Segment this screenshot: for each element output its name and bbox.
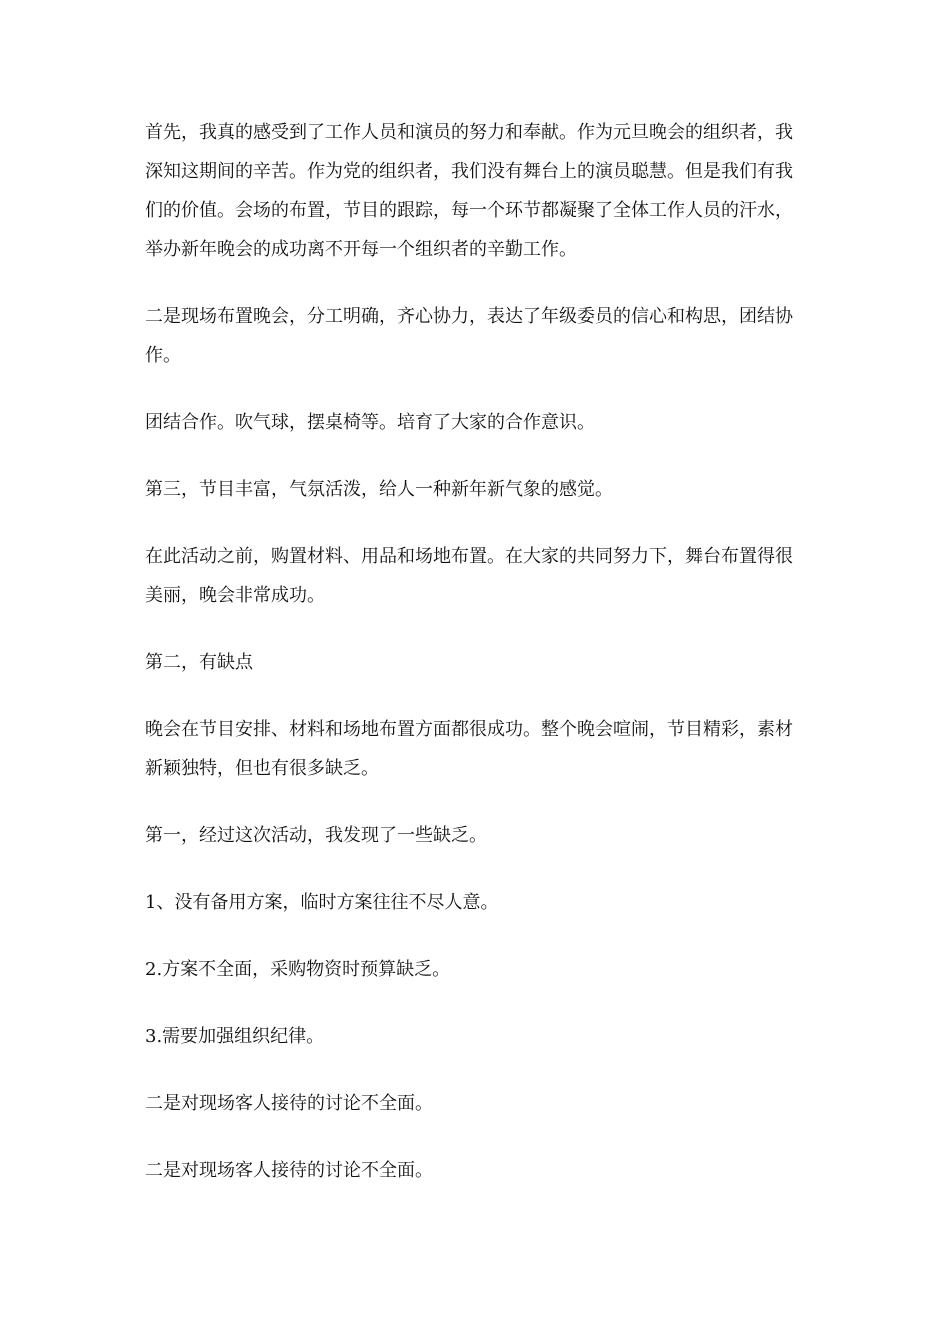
section-heading-shortcomings: 第二，有缺点 bbox=[145, 652, 253, 673]
paragraph-third-point: 第三，节目丰富，气氛活泼，给人一种新年新气象的感觉。 bbox=[145, 479, 613, 500]
list-item-1: 1、没有备用方案，临时方案往往不尽人意。 bbox=[145, 892, 499, 913]
paragraph-guest-reception-repeat: 二是对现场客人接待的讨论不全面。 bbox=[145, 1160, 433, 1181]
paragraph-shortcomings-summary: 晚会在节目安排、材料和场地布置方面都很成功。整个晚会喧闹，节目精彩，素材新颖独特，但也有很多缺乏。 bbox=[145, 719, 793, 779]
paragraph-preparation: 在此活动之前，购置材料、用品和场地布置。在大家的共同努力下，舞台布置得很美丽，晚会非常成功。 bbox=[145, 546, 793, 606]
paragraph-first-shortcoming: 第一，经过这次活动，我发现了一些缺乏。 bbox=[145, 825, 487, 846]
list-item-2: 2.方案不全面，采购物资时预算缺乏。 bbox=[145, 959, 451, 980]
paragraph-second-point: 二是现场布置晚会，分工明确，齐心协力，表达了年级委员的信心和构思，团结协作。 bbox=[145, 306, 793, 366]
document-body bbox=[145, 113, 805, 1218]
paragraph-guest-reception: 二是对现场客人接待的讨论不全面。 bbox=[145, 1093, 433, 1114]
list-item-3: 3.需要加强组织纪律。 bbox=[145, 1026, 325, 1047]
paragraph-teamwork: 团结合作。吹气球，摆桌椅等。培育了大家的合作意识。 bbox=[145, 412, 595, 433]
paragraph-intro: 首先，我真的感受到了工作人员和演员的努力和奉献。作为元旦晚会的组织者，我深知这期间的辛苦。作为党的组织者，我们没有舞台上的演员聪慧。但是我们有我们的价值。会场的布置，节目的跟踪，每一个环节都凝聚了全体工作人员的汗水，举办新年晚会的成功离不开每一个组织者的辛勤工作。 bbox=[145, 122, 793, 260]
